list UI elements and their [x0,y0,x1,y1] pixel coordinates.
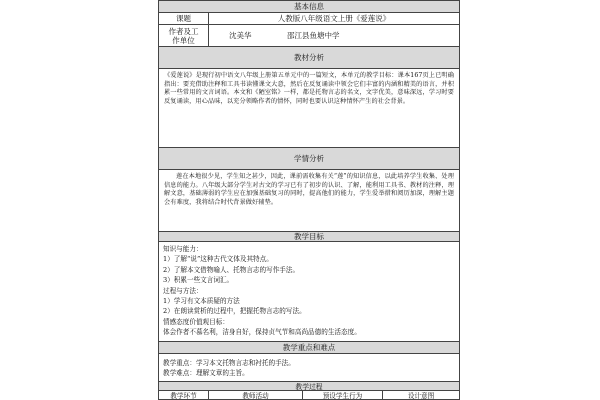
key-points-body [158,354,460,382]
basic-info-title: 基本信息 [294,2,324,11]
objective-line: 2）了解本文借物喻人、托物言志的写作手法。 [163,265,300,274]
key-points-title: 教学重点和难点 [282,343,336,352]
process-header [158,382,460,391]
process-title: 教学过程 [295,383,323,391]
objective-line: 过程与方法： [163,286,203,295]
student-analysis-title: 学情分析 [294,154,324,163]
key-points-header [158,342,460,354]
basic-info-header [158,0,460,13]
objective-line: 1）学习有文本质疑的方法 [163,297,240,306]
process-column-header: 教学环节 [159,391,209,399]
objective-line: 知识与能力： [163,245,203,253]
author-row [158,25,460,47]
objectives-body [158,242,460,342]
objectives-title: 教学目标 [294,232,324,241]
process-column-header: 设计意图 [407,392,435,400]
key-focus: 教学重点：学习本文托物言志和衬托的手法。 [163,359,295,367]
topic-value: 人教版八年级语文上册《爱莲说》 [277,14,391,23]
objective-line: 1）了解“说”这种古代文体及其特点。 [163,255,273,264]
topic-row [158,13,460,25]
author-label: 作者及工作单位 [159,25,209,46]
objective-line: 情感态度价值观目标： [163,317,229,326]
process-column-header: 教师活动 [209,391,303,399]
material-analysis-body [158,69,460,148]
material-analysis-header [158,47,460,69]
student-analysis-body [158,170,460,232]
objective-line: 2）在朗读赏析的过程中，把握托物言志的写法。 [163,307,306,316]
process-column-header: 预设学生行为 [303,391,383,399]
topic-label: 课题 [159,13,209,24]
process-columns-row [158,391,460,400]
student-analysis-text: 莲在本地很少见，学生知之甚少，因此，课前需收集有关“莲”的知识信息，以此培养学生收集、处理信息的能力。八年级大部分学生对古文的学习已有了初步的认识、了解，能利用工具书、教材的注释，理解文意，基础薄弱的学生应在加强基础复习的同时，提高他们的能力，学生爱举措和阅历加深，理解主题会有难度，我将结合时代背景做好辅垫。 [164,173,454,206]
material-analysis-text: 《爱莲说》是现行初中语文八年级上册第五单元中的一篇短文，本单元的教学目标：课本167页上已明确指出：要充借助注释和工具书读懂课文大意，然后在反复诵读中领会它们丰富的内涵和精美的语言，并积累一些常用的文言词语。本文和《陋室铭》一样，都是托物言志的名文，文字优美，意味深远，学习时要反复诵读，用心品味，以充分领略作者的情怀，同时也要认识这种情怀产生的社会背景。 [164,72,454,105]
key-difficulty: 教学难点：理解文章的主旨。 [163,369,249,378]
objectives-header [158,232,460,242]
objective-line: 3）积累一些文言词汇。 [163,276,234,285]
objective-line: 体会作者不慕名利，洁身自好，保持贞气节和高尚品德的生活态度。 [163,328,361,337]
material-analysis-title: 教材分析 [294,53,324,62]
author-name: 沈美华 [229,31,252,40]
author-unit: 邵江县鱼塘中学 [287,31,340,40]
lesson-plan-table [158,0,460,400]
student-analysis-header [158,148,460,170]
